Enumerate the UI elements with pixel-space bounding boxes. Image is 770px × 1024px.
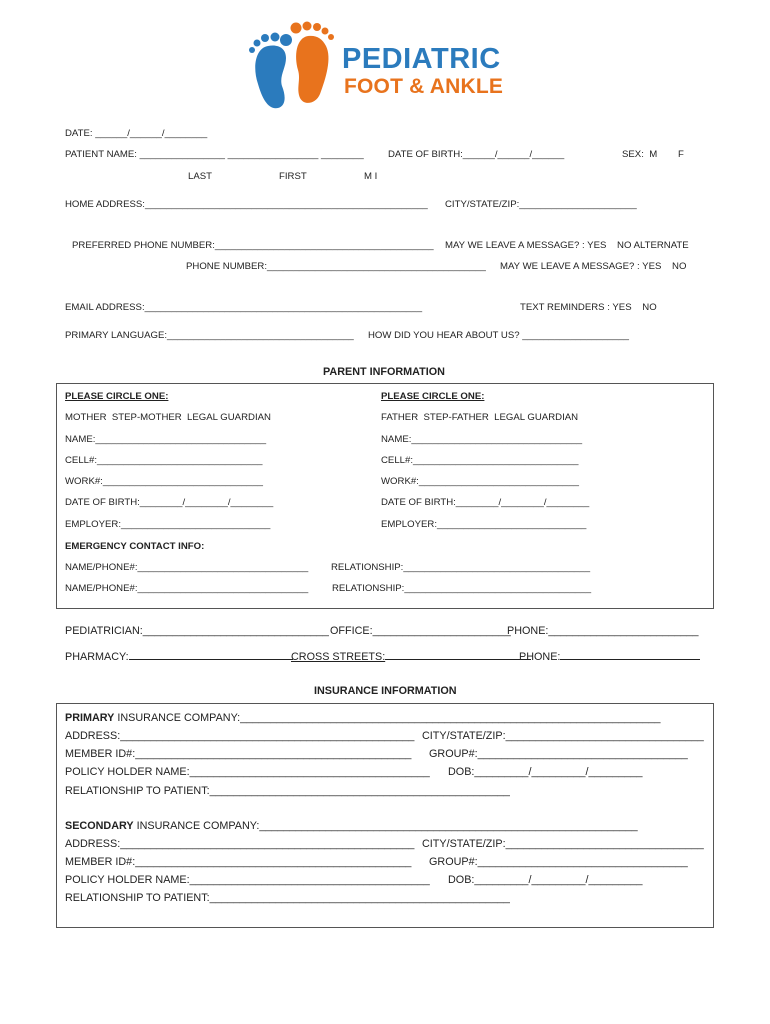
name-first-label: FIRST [279,171,307,182]
emergency-contact-title: EMERGENCY CONTACT INFO: [65,541,205,552]
cross-streets-line[interactable] [385,650,531,660]
message-preference-2[interactable]: MAY WE LEAVE A MESSAGE? : YES NO [500,261,687,272]
email-field[interactable]: EMAIL ADDRESS:____________________________________________________ [65,302,423,313]
parent-left-circle-label: PLEASE CIRCLE ONE: [65,391,169,402]
parent-right-options[interactable]: FATHER STEP-FATHER LEGAL GUARDIAN [381,412,579,423]
patient-name-field[interactable]: PATIENT NAME: ________________ _________________ ________ [65,149,364,160]
primary-member-id-field[interactable]: MEMBER ID#:______________________________________________ [65,748,412,760]
sex-f-option[interactable]: F [678,149,684,160]
secondary-holder-field[interactable]: POLICY HOLDER NAME:________________________________________ [65,874,430,886]
pharmacy-phone-field[interactable] [519,650,700,663]
parent-right-name-field[interactable]: NAME:________________________________ [381,434,583,445]
pediatrician-phone-field[interactable]: PHONE:_________________________ [507,625,699,637]
secondary-address-field[interactable]: ADDRESS:_________________________________________________ [65,838,415,850]
emergency-name-phone-2[interactable]: NAME/PHONE#:________________________________ [65,583,309,594]
hear-about-field[interactable]: HOW DID YOU HEAR ABOUT US? ____________________ [368,330,629,341]
preferred-phone-field[interactable]: PREFERRED PHONE NUMBER:_________________________________________ [72,240,434,251]
home-address-field[interactable]: HOME ADDRESS:_____________________________________________________ [65,199,428,210]
primary-holder-field[interactable]: POLICY HOLDER NAME:________________________________________ [65,766,430,778]
secondary-relationship-field[interactable]: RELATIONSHIP TO PATIENT:__________________________________________________ [65,892,510,904]
date-field[interactable]: DATE: ______/______/________ [65,128,208,139]
primary-company-line: INSURANCE COMPANY:______________________________________________________________________ [114,712,661,724]
parent-right-dob-field[interactable]: DATE OF BIRTH:________/________/________ [381,497,590,508]
parent-right-cell-field[interactable]: CELL#:_______________________________ [381,455,579,466]
secondary-insurance-company-field[interactable] [65,820,638,832]
parent-left-dob-field[interactable]: DATE OF BIRTH:________/________/________ [65,497,274,508]
primary-relationship-field[interactable]: RELATIONSHIP TO PATIENT:__________________________________________________ [65,785,510,797]
parent-left-employer-field[interactable]: EMPLOYER:____________________________ [65,519,271,530]
logo-title: PEDIATRIC [342,43,501,75]
parent-left-options[interactable]: MOTHER STEP-MOTHER LEGAL GUARDIAN [65,412,271,423]
name-mi-label: M I [364,171,378,182]
footprint-icon [246,18,338,114]
cross-streets-label: CROSS STREETS: [291,651,386,663]
pharmacy-label: PHARMACY: [65,651,129,663]
primary-language-field[interactable]: PRIMARY LANGUAGE:___________________________________ [65,330,354,341]
pharmacy-phone-line[interactable] [560,650,700,660]
secondary-dob-field[interactable]: DOB:_________/_________/_________ [448,874,643,886]
logo-subtitle: FOOT & ANKLE [344,75,504,98]
pediatrician-field[interactable]: PEDIATRICIAN:_______________________________ [65,625,329,637]
primary-group-field[interactable]: GROUP#:___________________________________ [429,748,688,760]
secondary-member-id-field[interactable]: MEMBER ID#:______________________________________________ [65,856,412,868]
pharmacy-phone-label: PHONE: [519,651,561,663]
cross-streets-field[interactable] [291,650,531,663]
secondary-city-field[interactable]: CITY/STATE/ZIP:_________________________________ [422,838,704,850]
secondary-group-field[interactable]: GROUP#:___________________________________ [429,856,688,868]
message-preference-1[interactable]: MAY WE LEAVE A MESSAGE? : YES NO ALTERNATE [445,240,689,251]
office-field[interactable]: OFFICE:_______________________ [330,625,511,637]
parent-right-employer-field[interactable]: EMPLOYER:____________________________ [381,519,587,530]
text-reminders-field[interactable]: TEXT REMINDERS : YES NO [520,302,657,313]
primary-insurance-company-field[interactable] [65,712,661,724]
pharmacy-field[interactable] [65,650,293,663]
name-last-label: LAST [188,171,212,182]
parent-left-name-field[interactable]: NAME:________________________________ [65,434,267,445]
parent-left-work-field[interactable]: WORK#:______________________________ [65,476,263,487]
city-state-zip-field[interactable]: CITY/STATE/ZIP:______________________ [445,199,637,210]
primary-city-field[interactable]: CITY/STATE/ZIP:_________________________________ [422,730,704,742]
logo [246,18,516,114]
primary-address-field[interactable]: ADDRESS:_________________________________________________ [65,730,415,742]
parent-section-title: PARENT INFORMATION [323,366,445,378]
emergency-relationship-1[interactable]: RELATIONSHIP:___________________________________ [331,562,591,573]
pharmacy-line[interactable] [129,650,293,660]
dob-field[interactable]: DATE OF BIRTH:______/______/______ [388,149,565,160]
parent-right-work-field[interactable]: WORK#:______________________________ [381,476,579,487]
parent-right-circle-label: PLEASE CIRCLE ONE: [381,391,485,402]
parent-left-cell-field[interactable]: CELL#:_______________________________ [65,455,263,466]
secondary-company-line: INSURANCE COMPANY:_______________________________________________________________ [133,820,638,832]
secondary-label: SECONDARY [65,820,134,832]
primary-dob-field[interactable]: DOB:_________/_________/_________ [448,766,643,778]
insurance-section-title: INSURANCE INFORMATION [314,685,457,697]
emergency-name-phone-1[interactable]: NAME/PHONE#:________________________________ [65,562,309,573]
sex-field[interactable]: SEX: M [622,149,658,160]
emergency-relationship-2[interactable]: RELATIONSHIP:___________________________________ [332,583,592,594]
primary-label: PRIMARY [65,712,115,724]
alt-phone-field[interactable]: PHONE NUMBER:_________________________________________ [186,261,486,272]
